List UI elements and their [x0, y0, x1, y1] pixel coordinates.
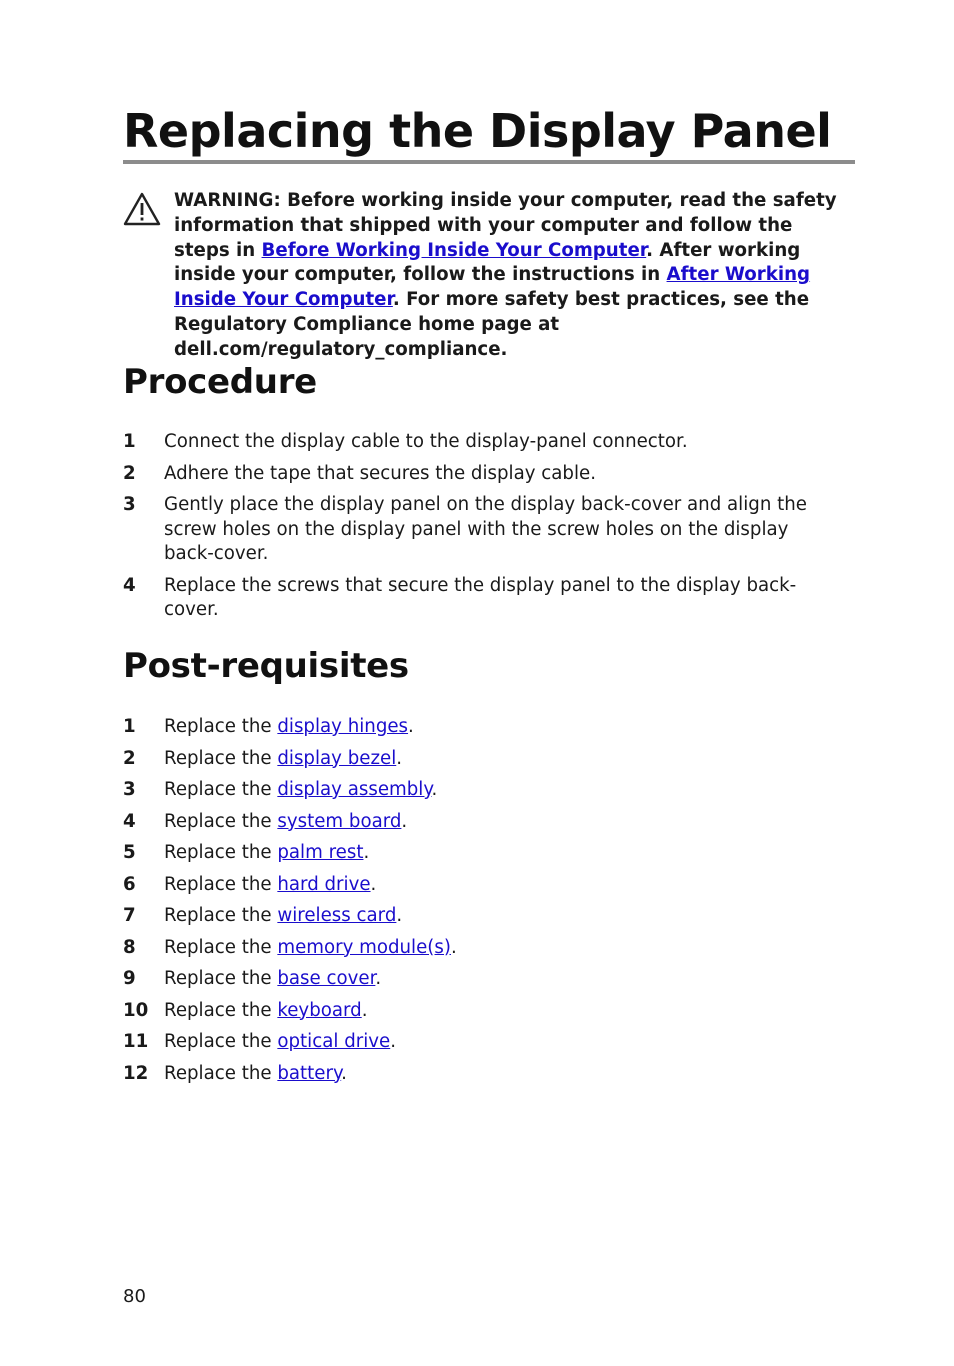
step-link[interactable]: palm rest: [277, 842, 364, 863]
step-prefix: Replace the: [164, 999, 278, 1021]
page-number: 80: [123, 1286, 146, 1307]
step-link[interactable]: system board: [277, 810, 402, 832]
procedure-step: [123, 462, 843, 487]
step-number: 9: [123, 968, 136, 989]
title-divider: [123, 160, 855, 164]
step-suffix: .: [401, 810, 408, 832]
warning-triangle-icon: [123, 192, 161, 226]
step-number: 12: [123, 1062, 149, 1084]
post-requisite-step: [123, 747, 843, 772]
step-text: Replace the screws that secure the display panel to the display back-cover.: [164, 574, 797, 620]
post-requisite-step: [123, 810, 843, 835]
step-suffix: .: [370, 873, 377, 895]
warning-text-part-2: . After working inside your computer, follow the instructions in: [174, 239, 801, 286]
post-requisites-steps-list: [123, 715, 843, 1093]
step-prefix: Replace the: [164, 842, 278, 863]
step-link[interactable]: display hinges: [277, 716, 409, 737]
step-text: Connect the display cable to the display-panel connector.: [164, 431, 688, 452]
step-suffix: .: [396, 747, 403, 769]
step-number: 11: [123, 1031, 149, 1052]
step-number: 8: [123, 936, 136, 958]
post-requisite-step: [123, 904, 843, 929]
step-prefix: Replace the: [164, 873, 278, 895]
step-prefix: Replace the: [164, 936, 278, 958]
step-suffix: .: [375, 968, 382, 989]
step-number: 4: [123, 574, 136, 596]
post-requisite-step: [123, 936, 843, 961]
step-prefix: Replace the: [164, 1062, 278, 1084]
procedure-steps-list: [123, 430, 843, 630]
step-number: 2: [123, 747, 136, 769]
step-suffix: .: [363, 842, 370, 863]
step-number: 10: [123, 999, 149, 1021]
step-suffix: .: [361, 999, 368, 1021]
step-link[interactable]: wireless card: [277, 905, 397, 926]
after-working-link[interactable]: After Working Inside Your Computer: [174, 264, 811, 311]
page-title: Replacing the Display Panel: [123, 104, 832, 158]
step-link[interactable]: memory module(s): [277, 936, 451, 958]
procedure-step: [123, 574, 843, 623]
step-number: 1: [123, 431, 136, 452]
warning-note: [174, 189, 854, 363]
step-number: 3: [123, 494, 136, 515]
step-link[interactable]: display assembly: [277, 779, 432, 800]
step-number: 2: [123, 462, 136, 484]
step-suffix: .: [341, 1062, 347, 1084]
step-prefix: Replace the: [164, 968, 278, 989]
step-number: 4: [123, 810, 136, 832]
step-number: 5: [123, 842, 136, 863]
step-suffix: .: [408, 716, 414, 737]
step-link[interactable]: hard drive: [277, 873, 371, 895]
step-number: 7: [123, 905, 136, 926]
warning-text-part-3: . For more safety best practices, see the Regulatory Compliance home page at dell.com/regulatory_compliance.: [174, 289, 810, 360]
step-prefix: Replace the: [164, 905, 278, 926]
post-requisite-step: [123, 1030, 843, 1055]
step-number: 1: [123, 716, 136, 737]
post-requisite-step: [123, 967, 843, 992]
post-requisite-step: [123, 999, 843, 1024]
procedure-step: [123, 430, 843, 455]
procedure-heading: Procedure: [123, 362, 317, 402]
step-prefix: Replace the: [164, 1031, 278, 1052]
step-prefix: Replace the: [164, 779, 278, 800]
step-number: 6: [123, 873, 136, 895]
post-requisite-step: [123, 1062, 843, 1087]
before-working-link[interactable]: Before Working Inside Your Computer: [261, 239, 647, 261]
step-suffix: .: [390, 1031, 397, 1052]
post-requisite-step: [123, 841, 843, 866]
step-prefix: Replace the: [164, 747, 278, 769]
step-prefix: Replace the: [164, 716, 278, 737]
post-requisite-step: [123, 778, 843, 803]
step-link[interactable]: optical drive: [277, 1031, 391, 1052]
procedure-step: [123, 493, 843, 567]
warning-text-part-1: WARNING: Before working inside your computer, read the safety information that shipped with your computer and follow the steps in: [174, 190, 837, 261]
step-link[interactable]: keyboard: [277, 999, 362, 1021]
step-number: 3: [123, 779, 136, 800]
step-link[interactable]: battery: [277, 1062, 342, 1084]
step-link[interactable]: base cover: [277, 968, 376, 989]
step-suffix: .: [450, 936, 457, 958]
step-link[interactable]: display bezel: [277, 747, 397, 769]
step-prefix: Replace the: [164, 810, 278, 832]
step-suffix: .: [431, 779, 438, 800]
post-requisites-heading: Post-requisites: [123, 646, 409, 686]
step-text: Gently place the display panel on the display back-cover and align the screw holes on the display panel with the screw holes on the display back-cover.: [164, 494, 807, 564]
post-requisite-step: [123, 715, 843, 740]
step-text: Adhere the tape that secures the display cable.: [164, 462, 596, 484]
post-requisite-step: [123, 873, 843, 898]
step-suffix: .: [396, 905, 403, 926]
